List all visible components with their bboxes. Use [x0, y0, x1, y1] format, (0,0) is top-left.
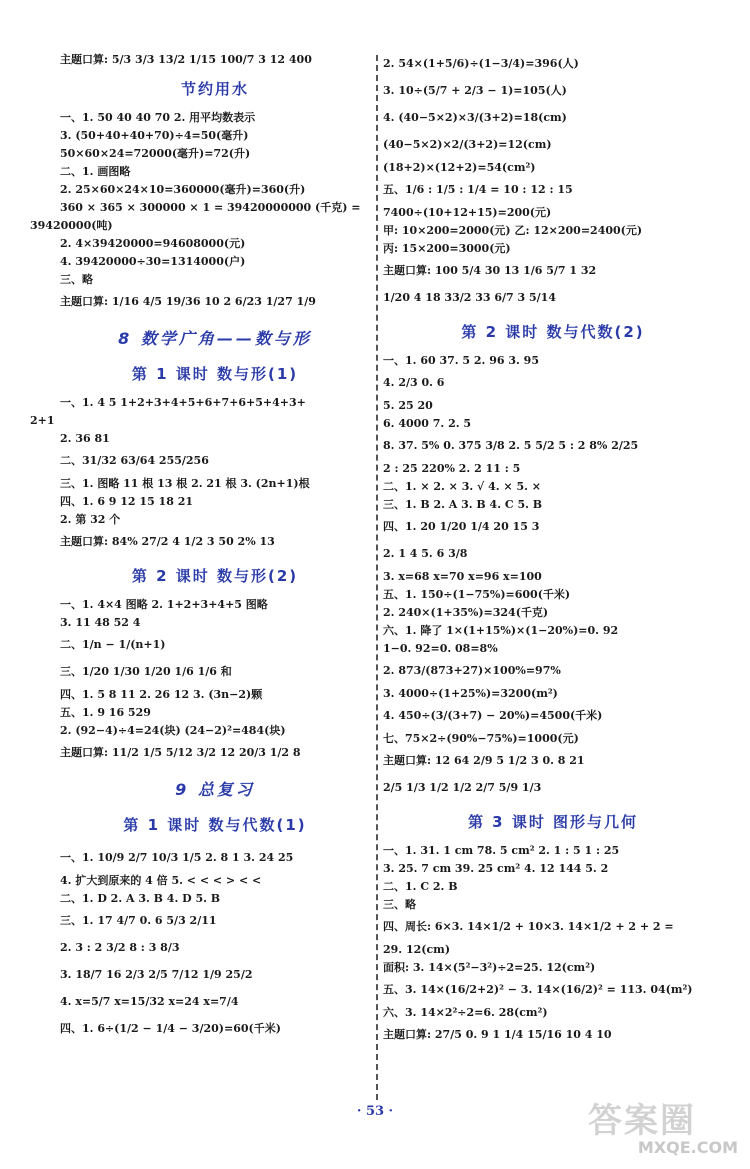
- answer-line: 3. 18/7 16 2/3 2/5 7/12 1/9 25/2: [60, 968, 253, 981]
- answer-line: 一、1. 4×4 图略 2. 1+2+3+4+5 图略: [60, 597, 268, 611]
- answer-line: 2. 1 4 5. 6 3/8: [383, 547, 468, 560]
- answer-line: 主题口算: 5/3 3/3 13/2 1/15 100/7 3 12 400: [60, 52, 312, 66]
- answer-line: 2. 36 81: [60, 431, 110, 445]
- answer-line: 4. 39420000÷30=1314000(户): [60, 254, 246, 268]
- answer-line: 2. 240×(1+35%)=324(千克): [383, 605, 549, 619]
- answer-line: 2. 3 : 2 3/2 8 : 3 8/3: [60, 941, 180, 954]
- answer-line: 3. 11 48 52 4: [60, 615, 141, 629]
- section-title: 节约用水: [180, 80, 249, 98]
- answer-line: 四、1. 6 9 12 15 18 21: [60, 494, 193, 508]
- answer-line: 2. 54×(1+5/6)÷(1−3/4)=396(人): [383, 57, 579, 70]
- answer-line: 丙: 15×200=3000(元): [383, 241, 511, 255]
- answer-line: 4. x=5/7 x=15/32 x=24 x=7/4: [60, 995, 239, 1008]
- answer-line: 五、3. 14×(16/2+2)² − 3. 14×(16/2)² = 113. 04(m²): [383, 983, 693, 996]
- answer-line: 3. 25. 7 cm 39. 25 cm² 4. 12 144 5. 2: [383, 861, 609, 875]
- left-column: [30, 50, 370, 1042]
- answer-line: 一、1. 50 40 40 70 2. 用平均数表示: [60, 110, 256, 124]
- answer-line: 4. (40−5×2)×3/(3+2)=18(cm): [383, 111, 567, 124]
- answer-line: 三、略: [60, 272, 93, 286]
- section-title: 第 2 课时 数与代数(2): [461, 323, 645, 341]
- answer-line: 2. (92−4)÷4=24(块) (24−2)²=484(块): [60, 723, 286, 737]
- answer-line: 三、1/20 1/30 1/20 1/6 1/6 和: [60, 665, 232, 678]
- answer-line: 4. 450÷(3/(3+7) − 20%)=4500(千米): [383, 709, 603, 722]
- answer-line: 3. (50+40+40+70)÷4=50(毫升): [60, 128, 249, 142]
- answer-line: 3. 10÷(5/7 + 2/3 − 1)=105(人): [383, 84, 567, 97]
- answer-line: 3. x=68 x=70 x=96 x=100: [383, 569, 542, 583]
- answer-line: 一、1. 4 5 1+2+3+4+5+6+7+6+5+4+3+: [60, 395, 306, 409]
- answer-line: 2. 25×60×24×10=360000(毫升)=360(升): [60, 182, 306, 196]
- answer-line: 五、1. 150÷(1−75%)=600(千米): [383, 587, 571, 601]
- answer-line: 2+1: [30, 413, 55, 427]
- section-title: 第 1 课时 数与形(1): [131, 365, 299, 383]
- answer-line: 3. 4000÷(1+25%)=3200(m²): [383, 686, 558, 700]
- answer-line: 二、1. × 2. × 3. √ 4. × 5. ×: [383, 479, 541, 493]
- answer-line: 甲: 10×200=2000(元) 乙: 12×200=2400(元): [383, 223, 643, 237]
- answer-line: 8. 37. 5% 0. 375 3/8 2. 5 5/2 5 : 2 8% 2/25: [383, 439, 639, 452]
- answer-line: 主题口算: 100 5/4 30 13 1/6 5/7 1 32: [383, 264, 597, 277]
- chapter-title: 8 数学广角——数与形: [118, 329, 312, 348]
- answer-line: 五、1. 9 16 529: [60, 705, 151, 719]
- answer-line: 面积: 3. 14×(5²−3²)÷2=25. 12(cm²): [383, 960, 596, 974]
- answer-line: 二、1. D 2. A 3. B 4. D 5. B: [60, 891, 221, 905]
- answer-line: 二、1/n − 1/(n+1): [60, 638, 166, 651]
- answer-line: 主题口算: 11/2 1/5 5/12 3/2 12 20/3 1/2 8: [60, 746, 301, 759]
- answer-line: 主题口算: 27/5 0. 9 1 1/4 15/16 10 4 10: [383, 1028, 612, 1041]
- right-column: [383, 50, 723, 1048]
- answer-line: 二、31/32 63/64 255/256: [60, 454, 209, 467]
- answer-line: (40−5×2)×2/(3+2)=12(cm): [383, 138, 552, 151]
- answer-line: (18+2)×(12+2)=54(cm²): [383, 160, 536, 174]
- answer-line: 7400÷(10+12+15)=200(元): [383, 205, 552, 219]
- answer-line: 2 : 25 220% 2. 2 11 : 5: [383, 461, 521, 475]
- answer-line: 1/20 4 18 33/2 33 6/7 3 5/14: [383, 291, 556, 304]
- answer-line: 6. 4000 7. 2. 5: [383, 416, 472, 430]
- answer-line: 5. 25 20: [383, 398, 433, 412]
- page-number: · 53 ·: [356, 1104, 394, 1119]
- answer-line: 1−0. 92=0. 08=8%: [383, 641, 498, 655]
- answer-line: 二、1. C 2. B: [383, 879, 458, 893]
- section-title: 第 1 课时 数与代数(1): [123, 816, 307, 834]
- answer-line: 主题口算: 1/16 4/5 19/36 10 2 6/23 1/27 1/9: [60, 295, 316, 308]
- chapter-title: 9 总复习: [175, 780, 255, 799]
- answer-line: 4. 2/3 0. 6: [383, 376, 445, 389]
- answer-line: 四、1. 6÷(1/2 − 1/4 − 3/20)=60(千米): [60, 1022, 281, 1035]
- answer-line: 六、3. 14×2²÷2=6. 28(cm²): [383, 1005, 548, 1019]
- answer-line: 29. 12(cm): [383, 942, 451, 956]
- answer-line: 五、1/6 : 1/5 : 1/4 = 10 : 12 : 15: [383, 183, 573, 196]
- answer-line: 二、1. 画图略: [60, 164, 131, 178]
- answer-line: 三、1. 图略 11 根 13 根 2. 21 根 3. (2n+1)根: [60, 476, 310, 490]
- watermark-url: MXQE.COM: [637, 1138, 738, 1157]
- section-title: 第 2 课时 数与形(2): [131, 567, 299, 585]
- answer-line: 三、略: [383, 897, 416, 911]
- answer-line: 三、1. 17 4/7 0. 6 5/3 2/11: [60, 914, 217, 927]
- answer-line: 一、1. 10/9 2/7 10/3 1/5 2. 8 1 3. 24 25: [60, 851, 294, 864]
- answer-line: 360 × 365 × 300000 × 1 = 39420000000 (千克) =: [60, 200, 361, 214]
- answer-line: 50×60×24=72000(毫升)=72(升): [60, 146, 251, 160]
- answer-line: 六、1. 降了 1×(1+15%)×(1−20%)=0. 92: [383, 623, 619, 637]
- answer-line: 2. 第 32 个: [60, 512, 121, 526]
- answer-line: 一、1. 60 37. 5 2. 96 3. 95: [383, 353, 539, 367]
- answer-line: 4. 扩大到原来的 4 倍 5. < < < > < <: [60, 873, 262, 887]
- answer-line: 主题口算: 12 64 2/9 5 1/2 3 0. 8 21: [383, 754, 585, 767]
- answer-line: 39420000(吨): [30, 218, 113, 232]
- watermark-text: 答案圈: [588, 1101, 696, 1141]
- answer-line: 主题口算: 84% 27/2 4 1/2 3 50 2% 13: [60, 535, 275, 548]
- answer-line: 四、1. 5 8 11 2. 26 12 3. (3n−2)颗: [60, 687, 263, 701]
- answer-line: 2. 4×39420000=94608000(元): [60, 236, 246, 250]
- section-title: 第 3 课时 图形与几何: [467, 813, 639, 831]
- watermark-logo: [588, 1093, 738, 1163]
- answer-line: 一、1. 31. 1 cm 78. 5 cm² 2. 1 : 5 1 : 25: [383, 843, 620, 857]
- answer-line: 三、1. B 2. A 3. B 4. C 5. B: [383, 497, 543, 511]
- column-divider: [376, 55, 378, 1100]
- answer-line: 2/5 1/3 1/2 1/2 2/7 5/9 1/3: [383, 781, 542, 794]
- answer-line: 四、周长: 6×3. 14×1/2 + 10×3. 14×1/2 + 2 + 2 =: [383, 920, 674, 933]
- answer-line: 七、75×2÷(90%−75%)=1000(元): [383, 731, 579, 745]
- answer-line: 四、1. 20 1/20 1/4 20 15 3: [383, 520, 540, 533]
- answer-line: 2. 873/(873+27)×100%=97%: [383, 664, 561, 677]
